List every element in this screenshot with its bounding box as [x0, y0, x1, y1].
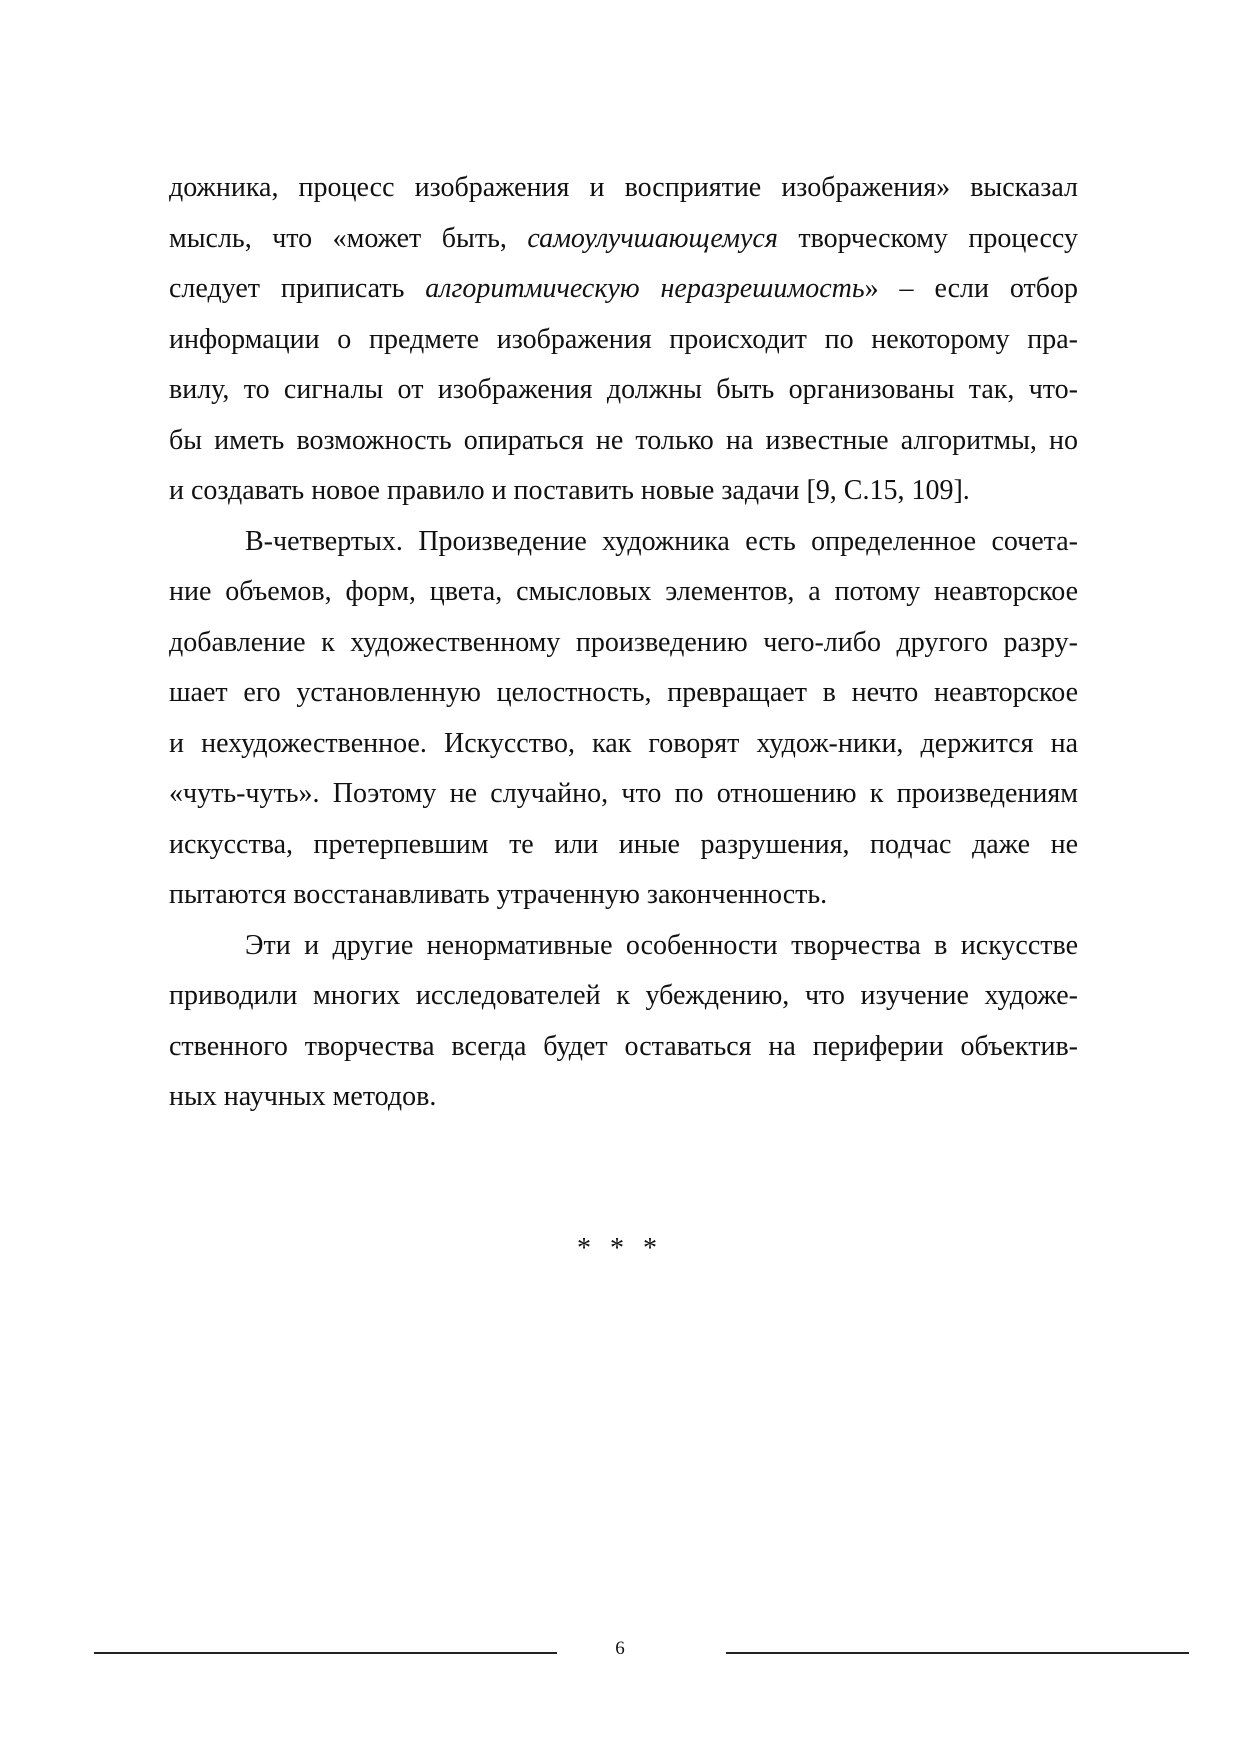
text-line: и нехудожественное. Искусство, как говорят худож-ники, держится на [169, 727, 1078, 759]
text-line [169, 214, 1078, 265]
text-line: информации о предмете изображения происходит по некоторому пра- [169, 323, 1078, 355]
text-line: искусства, претерпевшим те или иные разрушения, подчас даже не [169, 828, 1078, 860]
page-number: 6 [615, 1638, 625, 1659]
section-separator: * * * [577, 1233, 663, 1264]
body-text [169, 163, 1078, 1123]
paragraph-2 [169, 517, 1078, 921]
text-fragment: творческому процессу [777, 222, 1078, 254]
text-line: пытаются восстанавливать утраченную законченность. [169, 879, 828, 910]
text-line: вилу, то сигналы от изображения должны быть организованы так, что- [169, 374, 1078, 405]
text-line: «чуть-чуть». Поэтому не случайно, что по отношению к произведениям [169, 778, 1078, 809]
text-line: добавление к художественному произведению чего-либо другого разру- [169, 626, 1078, 658]
text-line: ние объемов, форм, цвета, смысловых элементов, а потому неавторское [169, 576, 1078, 607]
text-line: шает его установленную целостность, превращает в нечто неавторское [169, 677, 1078, 708]
footer-rule-right [726, 1652, 1189, 1654]
text-fragment: » – если отбор [864, 273, 1078, 304]
italic-term: самоулучшающемуся [527, 222, 778, 254]
text-fragment: мысль, что «может быть, [169, 222, 528, 254]
italic-term: алгоритмическую неразрешимость [425, 273, 865, 304]
text-fragment: следует приписать [169, 273, 426, 304]
text-line: В-четвертых. Произведение художника есть определенное сочета- [245, 525, 1078, 557]
paragraph-1 [169, 163, 1078, 517]
footer-rule-left [94, 1652, 557, 1654]
text-line: бы иметь возможность опираться не только на известные алгоритмы, но [169, 424, 1078, 456]
text-line: приводили многих исследователей к убеждению, что изучение художе- [169, 980, 1078, 1011]
text-line: ных научных методов. [169, 1081, 437, 1112]
text-line: Эти и другие ненормативные особенности творчества в искусстве [245, 929, 1078, 961]
text-line: и создавать новое правило и поставить новые задачи [9, С.15, 109]. [169, 475, 970, 506]
paragraph-3 [169, 921, 1078, 1123]
text-line: ственного творчества всегда будет оставаться на периферии объектив- [169, 1030, 1078, 1062]
text-line: дожника, процесс изображения и восприятие изображения» высказал [169, 172, 1078, 203]
text-line [169, 264, 1078, 315]
